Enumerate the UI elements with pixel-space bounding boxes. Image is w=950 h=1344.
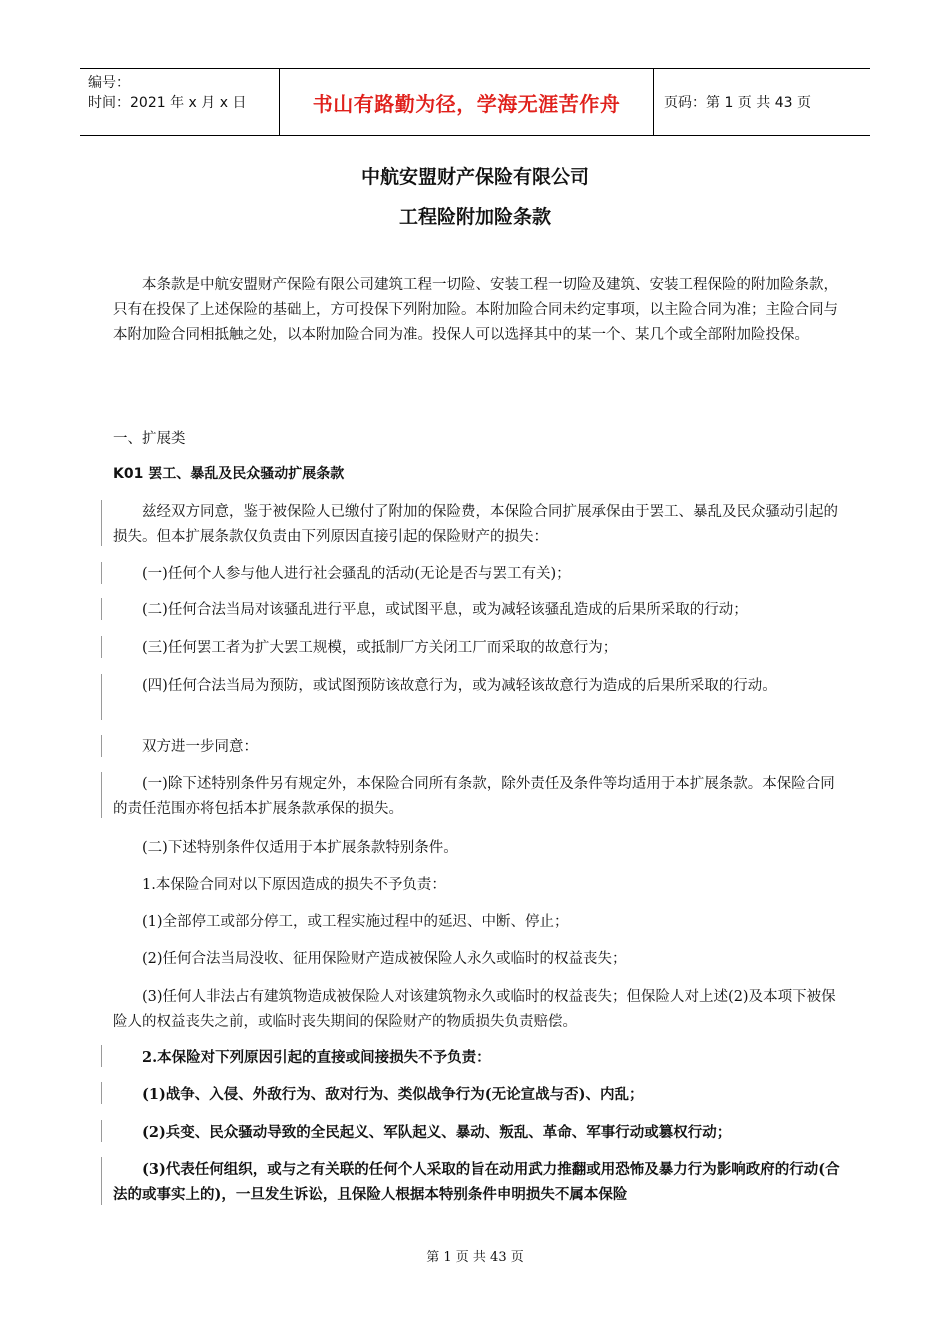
margin-mark [101, 1157, 102, 1205]
margin-mark [101, 1045, 102, 1067]
body-paragraph-bold: (3)代表任何组织，或与之有关联的任何个人采取的旨在动用武力推翻或用恐怖及暴力行为影响政府的行动(合法的或事实上的)，一旦发生诉讼，且保险人根据本特别条件申明损失不属本保险 [113, 1161, 840, 1203]
body-paragraph: (3)任何人非法占有建筑物造成被保险人对该建筑物永久或临时的权益丧失；但保险人对上述(2)及本项下被保险人的权益丧失之前，或临时丧失期间的保险财产的物质损失负责赔偿。 [113, 989, 836, 1030]
body-paragraph: (三)任何罢工者为扩大罢工规模，或抵制厂方关闭工厂而采取的故意行为； [142, 640, 618, 656]
margin-mark [101, 1120, 102, 1142]
margin-mark [101, 674, 102, 720]
header-table [80, 68, 870, 136]
date-label: 时间：2021 年 x 月 x 日 [88, 95, 247, 111]
header-info-cell [80, 69, 280, 135]
body-paragraph: 兹经双方同意，鉴于被保险人已缴付了附加的保险费，本保险合同扩展承保由于罢工、暴乱及民众骚动引起的损失。但本扩展条款仅负责由下列原因直接引起的保险财产的损失： [113, 504, 838, 545]
body-paragraph: 双方进一步同意： [142, 739, 258, 755]
clause-title: K01 罢工、暴乱及民众骚动扩展条款 [113, 466, 345, 482]
margin-mark [101, 598, 102, 620]
body-paragraph-bold: 2.本保险对下列原因引起的直接或间接损失不予负责： [142, 1049, 491, 1066]
page-footer: 第 1 页 共 43 页 [426, 1250, 524, 1265]
header-page-code: 页码：第 1 页 共 43 页 [664, 95, 811, 111]
body-paragraph: (一)任何个人参与他人进行社会骚乱的活动(无论是否与罢工有关)； [142, 566, 571, 582]
margin-mark [101, 772, 102, 818]
body-paragraph-bold: (1)战争、入侵、外敌行为、敌对行为、类似战争行为(无论宣战与否)、内乱； [142, 1086, 644, 1103]
header-motto: 书山有路勤为径，学海无涯苦作舟 [280, 69, 654, 135]
margin-mark [101, 735, 102, 757]
margin-mark [101, 1082, 102, 1104]
margin-mark [101, 500, 102, 546]
body-paragraph: (一)除下述特别条件另有规定外，本保险合同所有条款，除外责任及条件等均适用于本扩展条款。本保险合同的责任范围亦将包括本扩展条款承保的损失。 [113, 776, 835, 817]
document-title-clauses: 工程险附加险条款 [398, 206, 551, 228]
body-paragraph: (2)任何合法当局没收、征用保险财产造成被保险人永久或临时的权益丧失； [142, 951, 627, 967]
body-paragraph-bold: (2)兵变、民众骚动导致的全民起义、军队起义、暴动、叛乱、革命、军事行动或篡权行动； [142, 1124, 732, 1141]
intro-paragraph: 本条款是中航安盟财产保险有限公司建筑工程一切险、安装工程一切险及建筑、安装工程保险的附加险条款，只有在投保了上述保险的基础上，方可投保下列附加险。本附加险合同未约定事项，以主险合同为准；主险合同与本附加险合同相抵触之处，以本附加险合同为准。投保人可以选择其中的某一个、某几个或全部附加险投保。 [113, 277, 838, 343]
document-title-company: 中航安盟财产保险有限公司 [360, 166, 589, 188]
body-paragraph: (1)全部停工或部分停工，或工程实施过程中的延迟、中断、停止； [142, 914, 569, 930]
body-paragraph: 1.本保险合同对以下原因造成的损失不予负责： [142, 877, 446, 893]
section-heading: 一、扩展类 [113, 431, 186, 447]
number-label: 编号： [88, 75, 130, 91]
body-paragraph: (二)下述特别条件仅适用于本扩展条款特别条件。 [142, 840, 458, 856]
margin-mark [101, 562, 102, 584]
margin-mark [101, 636, 102, 658]
body-paragraph: (四)任何合法当局为预防，或试图预防该故意行为，或为减轻该故意行为造成的后果所采取的行动。 [142, 678, 777, 694]
body-paragraph: (二)任何合法当局对该骚乱进行平息，或试图平息，或为减轻该骚乱造成的后果所采取的行动； [142, 602, 748, 618]
